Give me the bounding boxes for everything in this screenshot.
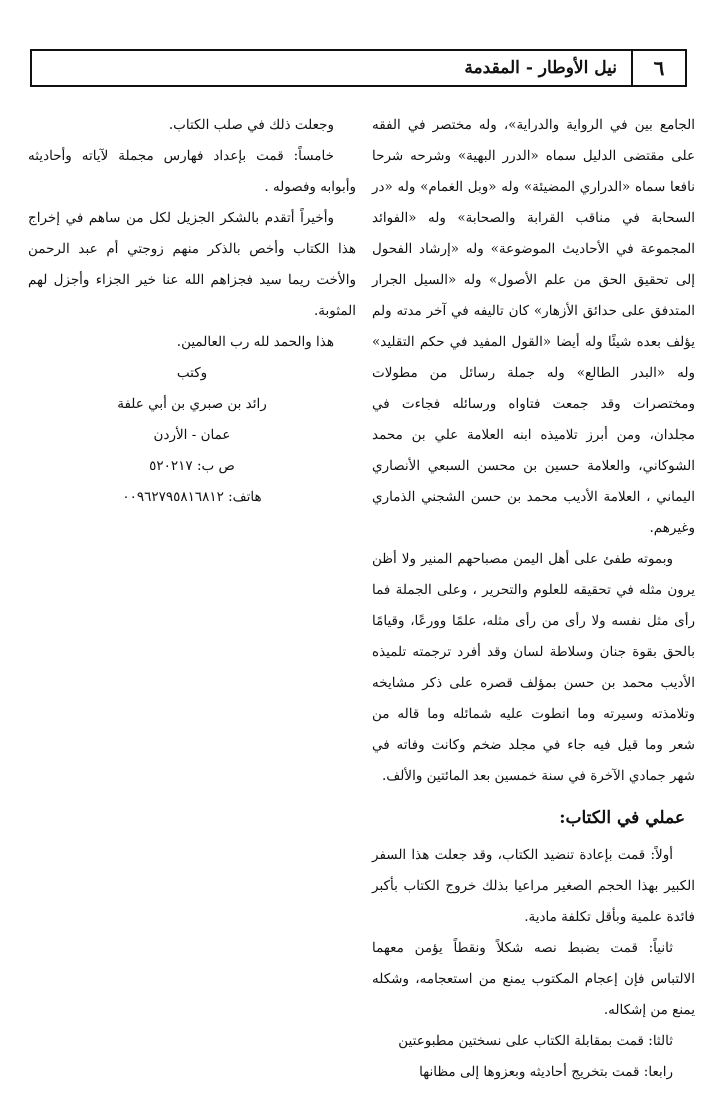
running-title: نيل الأوطار - المقدمة (464, 58, 617, 78)
section-heading: عملي في الكتاب: (559, 808, 685, 828)
phone-number: هاتف: ٠٠٩٦٢٧٩٥٨١٦٨١٢ (122, 489, 262, 505)
work-item-2: ثانياً: قمت بضبط نصه شكلاً ونقطاً يؤمن معهما الالتباس فإن إعجام المكتوب يمنع من استعجامه، وشكله يمنع من إشكاله. (372, 940, 695, 1018)
thanks-paragraph: وأخيراً أتقدم بالشكر الجزيل لكل من ساهم في إخراج هذا الكتاب وأخص بالذكر منهم زوجتي أم عبد الرحمن والأخت ريما سيد فجزاهم الله عنا خير الجزاء وأجزل لهم المثوبة. (28, 210, 356, 319)
author-city: عمان - الأردن (153, 427, 231, 443)
work-item-5: خامساً: قمت بإعداد فهارس مجملة لآياته وأحاديثه وأبوابه وفصوله . (28, 148, 356, 195)
page-header (30, 49, 687, 87)
author-name: رائد بن صبري بن أبي علفة (117, 396, 267, 412)
wrote-label: وكتب (176, 365, 208, 381)
biography-paragraph: الجامع بين في الرواية والدراية»، وله مختصر في الفقه على مقتضى الدليل سماه «الدرر البهية» وشرحه شرحا نافعا سماه «الدراري المضيئة» وله «وبل الغمام» وله «در السحابة في مناقب القرابة والصحابة» وله «الفوائد المجموعة في الأحاديث الموضوعة» وله «إرشاد الفحول إلى تحقيق الحق من علم الأصول» وله «السيل الجرار المتدفق على حدائق الأزهار» كان تاليفه في آخر مدته ولم يؤلف بعده شيئًا وله أيضا «القول المفيد في حكم التقليد» وله «البدر الطالع» وله جملة رسائل من مطولات ومختصرات وقد جمعت فتاواه ورسائله فجاءت في مجلدان، ومن أبرز تلاميذه ابنه العلامة علي بن محمد الشوكاني، والعلامة حسين بن محسن السبعي الأنصاري اليماني ، العلامة الأديب محمد بن حسن الشجني الذماري وغيرهم. (372, 117, 695, 536)
po-box: ص ب: ٥٢٠٢١٧ (149, 458, 235, 474)
page-number: ٦ (631, 51, 685, 85)
work-item-3: ثالثا: قمت بمقابلة الكتاب على نسختين مطبوعتين (398, 1033, 673, 1049)
death-paragraph: وبموته طفئ على أهل اليمن مصباحهم المنير ولا أظن يرون مثله في تحقيقه للعلوم والتحرير ، وعلى الجملة فما رأى مثل نفسه ولا رأى من رأى مثله، علمًا وورعًا، وقيامًا بالحق بقوة جنان وسلاطة لسان وقد أفرد ترجمته تلميذه الأديب محمد بن حسن بمؤلف قصره على ذكر مشايخه وتلامذته وسيرته وما انطوت عليه شمائله وما قاله من شعر وما قيل فيه جاء في مجلد ضخم وكانت وفاته في شهر جمادي الآخرة في سنة خمسين بعد المائتين والألف. (372, 551, 695, 784)
continuation-line: وجعلت ذلك في صلب الكتاب. (168, 117, 334, 133)
closing-line: هذا والحمد لله رب العالمين. (176, 334, 334, 350)
right-column (372, 110, 695, 1088)
work-item-1: أولاً: قمت بإعادة تنضيد الكتاب، وقد جعلت هذا السفر الكبير بهذا الحجم الصغير مراعيا بذلك خروج الكتاب بأكبر فائدة علمية وبأقل تكلفة مادية. (372, 847, 695, 925)
left-column (28, 110, 356, 513)
work-item-4: رابعا: قمت بتخريج أحاديثه وبعزوها إلى مظانها (419, 1064, 673, 1080)
